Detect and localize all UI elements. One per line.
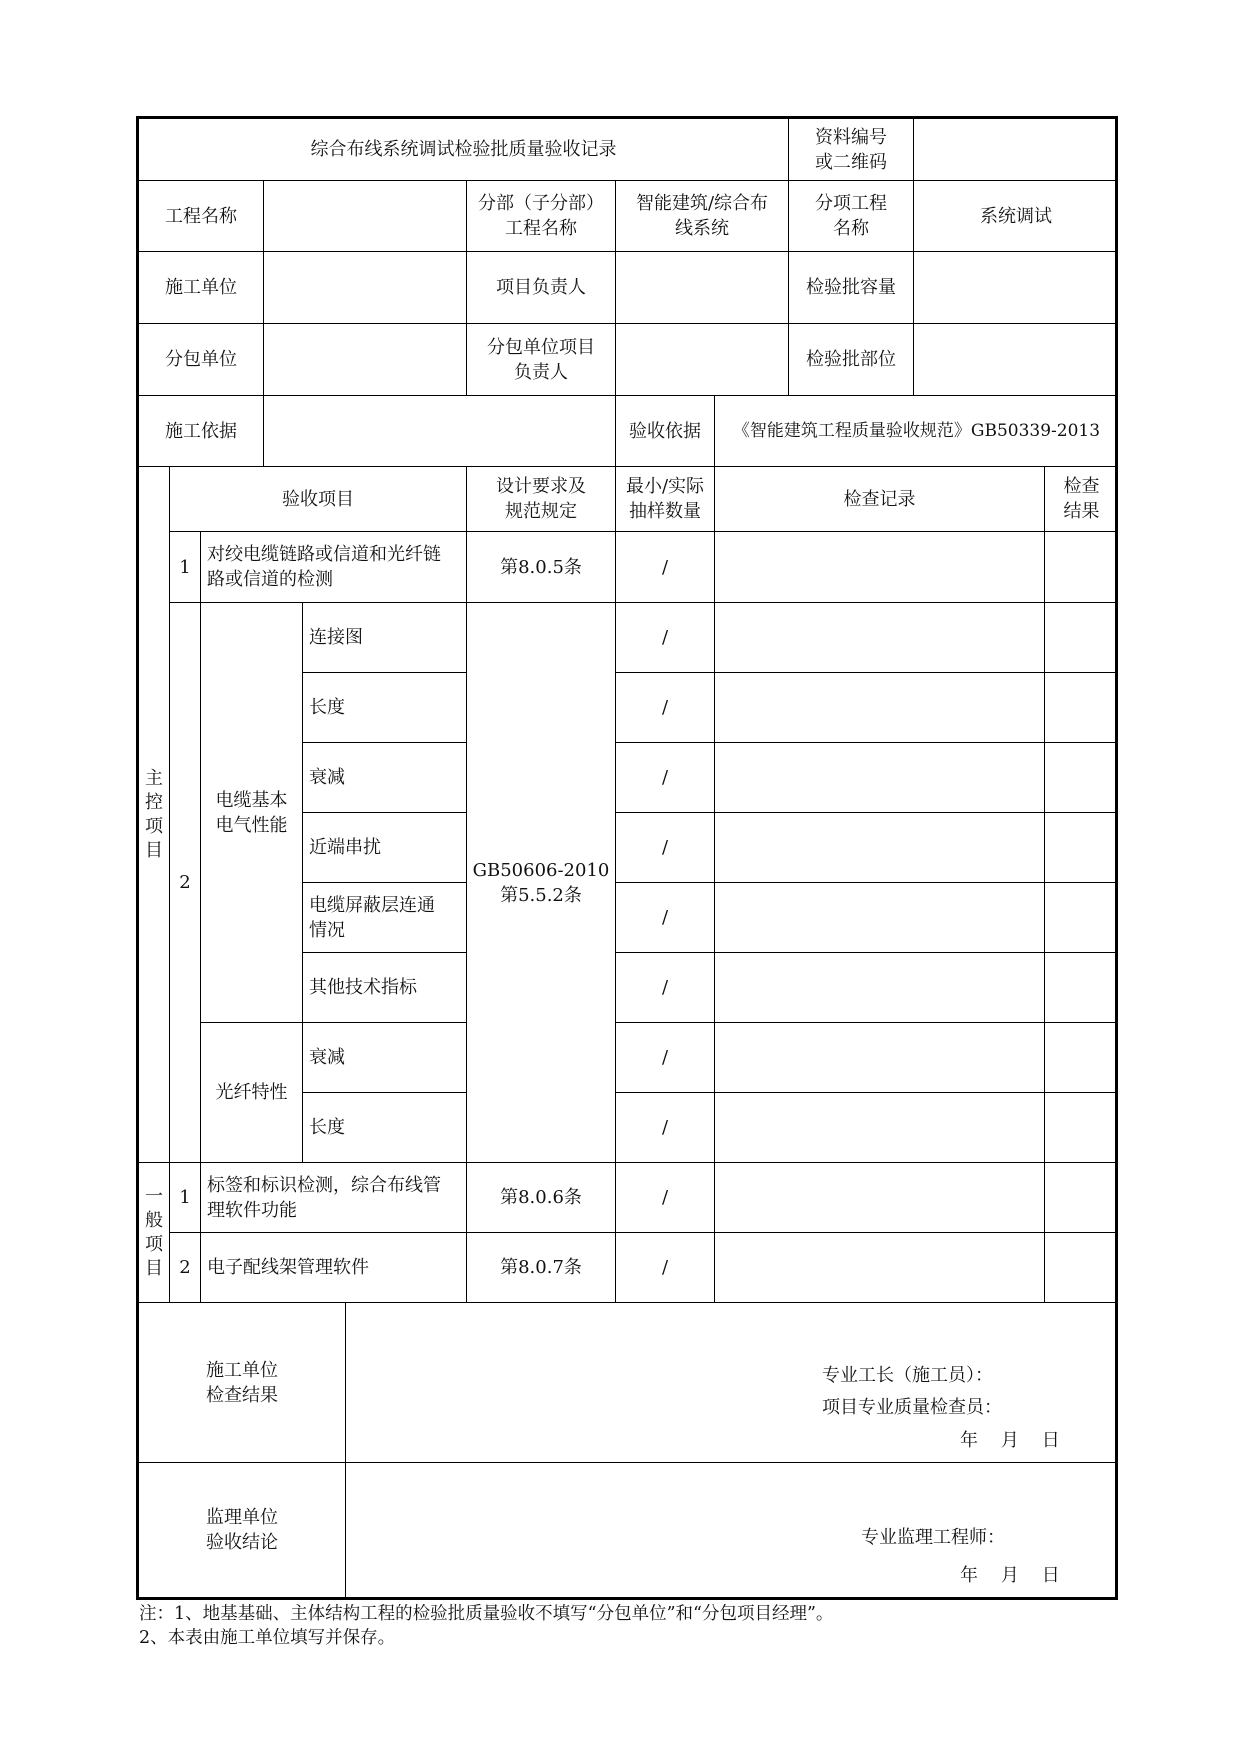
quality-inspector-label: 项目专业质量检查员： (822, 1397, 1002, 1418)
project-name-field[interactable] (264, 181, 467, 252)
batch-capacity-field[interactable] (914, 252, 1118, 324)
subcontractor-manager-field[interactable] (616, 324, 789, 396)
batch-location-label: 检验批部位 (789, 324, 914, 396)
sub-row-record[interactable] (715, 1093, 1045, 1163)
general-item1-name: 标签和标识检测，综合布线管 理软件功能 (201, 1163, 467, 1233)
sub-row-record[interactable] (715, 743, 1045, 813)
sub-row-name: 长度 (303, 1093, 467, 1163)
sub-row-result[interactable] (1045, 1093, 1118, 1163)
sub-division-label: 分部（子分部） 工程名称 (467, 181, 616, 252)
general-item1-req: 第8.0.6条 (467, 1163, 616, 1233)
col-header-sample: 最小/实际 抽样数量 (616, 467, 715, 532)
note-line-1: 注：1、地基基础、主体结构工程的检验批质量验收不填写“分包单位”和“分包项目经理”。 (139, 1604, 834, 1624)
col-header-result: 检查 结果 (1045, 467, 1118, 532)
supervising-engineer-label: 专业监理工程师： (861, 1527, 1005, 1548)
main-item1-record[interactable] (715, 532, 1045, 603)
subcontractor-label: 分包单位 (139, 324, 264, 396)
main-item1-sample[interactable]: / (616, 532, 715, 603)
cable-electrical-group: 电缆基本 电气性能 (201, 603, 303, 1023)
doc-no-label: 资料编号 或二维码 (789, 119, 914, 181)
general-item1-record[interactable] (715, 1163, 1045, 1233)
supervisor-date[interactable]: 年 月 日 (960, 1565, 1060, 1586)
sub-row-result[interactable] (1045, 673, 1118, 743)
subcontractor-manager-label: 分包单位项目 负责人 (467, 324, 616, 396)
general-item2-name: 电子配线架管理软件 (201, 1233, 467, 1303)
main-item1-no: 1 (170, 532, 201, 603)
sub-row-name: 长度 (303, 673, 467, 743)
general-label-text: 一般项目 (145, 1185, 163, 1279)
contractor-check-label: 施工单位 检查结果 (139, 1303, 346, 1463)
sub-item-value[interactable]: 系统调试 (914, 181, 1118, 252)
note-line-2: 2、本表由施工单位填写并保存。 (139, 1628, 396, 1648)
sub-row-record[interactable] (715, 1023, 1045, 1093)
sub-division-value[interactable]: 智能建筑/综合布 线系统 (616, 181, 789, 252)
contractor-date[interactable]: 年 月 日 (960, 1430, 1060, 1451)
sub-row-name: 其他技术指标 (303, 953, 467, 1023)
doc-no-field[interactable] (914, 119, 1118, 181)
form-title: 综合布线系统调试检验批质量验收记录 (139, 119, 789, 181)
general-item2-result[interactable] (1045, 1233, 1118, 1303)
sub-row-sample[interactable]: / (616, 953, 715, 1023)
sub-row-record[interactable] (715, 883, 1045, 953)
sub-row-sample[interactable]: / (616, 1093, 715, 1163)
sub-row-name: 连接图 (303, 603, 467, 673)
contractor-field[interactable] (264, 252, 467, 324)
general-item2-req: 第8.0.7条 (467, 1233, 616, 1303)
main-control-label-text: 主控项目 (145, 767, 163, 861)
foreman-signature-label: 专业工长（施工员）： (822, 1365, 993, 1386)
sub-row-name: 近端串扰 (303, 813, 467, 883)
col-header-record: 检查记录 (715, 467, 1045, 532)
project-manager-label: 项目负责人 (467, 252, 616, 324)
sub-row-result[interactable] (1045, 953, 1118, 1023)
main-item2-no: 2 (170, 603, 201, 1163)
construction-basis-field[interactable] (264, 396, 616, 467)
project-name-label: 工程名称 (139, 181, 264, 252)
supervisor-label: 监理单位 验收结论 (139, 1463, 346, 1597)
sub-row-sample[interactable]: / (616, 603, 715, 673)
sub-row-record[interactable] (715, 603, 1045, 673)
general-item1-no: 1 (170, 1163, 201, 1233)
general-item2-sample[interactable]: / (616, 1233, 715, 1303)
main-control-label (139, 467, 170, 1163)
general-label (139, 1163, 170, 1303)
project-manager-field[interactable] (616, 252, 789, 324)
sub-row-result[interactable] (1045, 1023, 1118, 1093)
sub-row-sample[interactable]: / (616, 743, 715, 813)
inspection-record-table (136, 116, 1118, 1600)
sub-row-result[interactable] (1045, 883, 1118, 953)
main-item1-name: 对绞电缆链路或信道和光纤链 路或信道的检测 (201, 532, 467, 603)
acceptance-basis-label: 验收依据 (616, 396, 715, 467)
sub-row-result[interactable] (1045, 813, 1118, 883)
general-item1-result[interactable] (1045, 1163, 1118, 1233)
contractor-check-area[interactable] (346, 1303, 1118, 1463)
sub-row-sample[interactable]: / (616, 1023, 715, 1093)
acceptance-basis-value[interactable]: 《智能建筑工程质量验收规范》GB50339-2013 (715, 396, 1118, 467)
sub-row-sample[interactable]: / (616, 813, 715, 883)
sub-row-name: 衰减 (303, 1023, 467, 1093)
subcontractor-field[interactable] (264, 324, 467, 396)
main-item2-req: GB50606-2010 第5.5.2条 (467, 603, 616, 1163)
main-item1-result[interactable] (1045, 532, 1118, 603)
sub-row-name: 衰减 (303, 743, 467, 813)
fiber-characteristics-group: 光纤特性 (201, 1023, 303, 1163)
sub-row-record[interactable] (715, 813, 1045, 883)
sub-row-sample[interactable]: / (616, 883, 715, 953)
general-item2-no: 2 (170, 1233, 201, 1303)
main-item1-req: 第8.0.5条 (467, 532, 616, 603)
sub-row-result[interactable] (1045, 743, 1118, 813)
col-header-item: 验收项目 (170, 467, 467, 532)
batch-capacity-label: 检验批容量 (789, 252, 914, 324)
general-item2-record[interactable] (715, 1233, 1045, 1303)
sub-row-record[interactable] (715, 673, 1045, 743)
sub-item-label: 分项工程 名称 (789, 181, 914, 252)
contractor-label: 施工单位 (139, 252, 264, 324)
col-header-design-req: 设计要求及 规范规定 (467, 467, 616, 532)
sub-row-name: 电缆屏蔽层连通 情况 (303, 883, 467, 953)
general-item1-sample[interactable]: / (616, 1163, 715, 1233)
sub-row-result[interactable] (1045, 603, 1118, 673)
construction-basis-label: 施工依据 (139, 396, 264, 467)
sub-row-record[interactable] (715, 953, 1045, 1023)
supervisor-conclusion-area[interactable] (346, 1463, 1118, 1597)
sub-row-sample[interactable]: / (616, 673, 715, 743)
batch-location-field[interactable] (914, 324, 1118, 396)
